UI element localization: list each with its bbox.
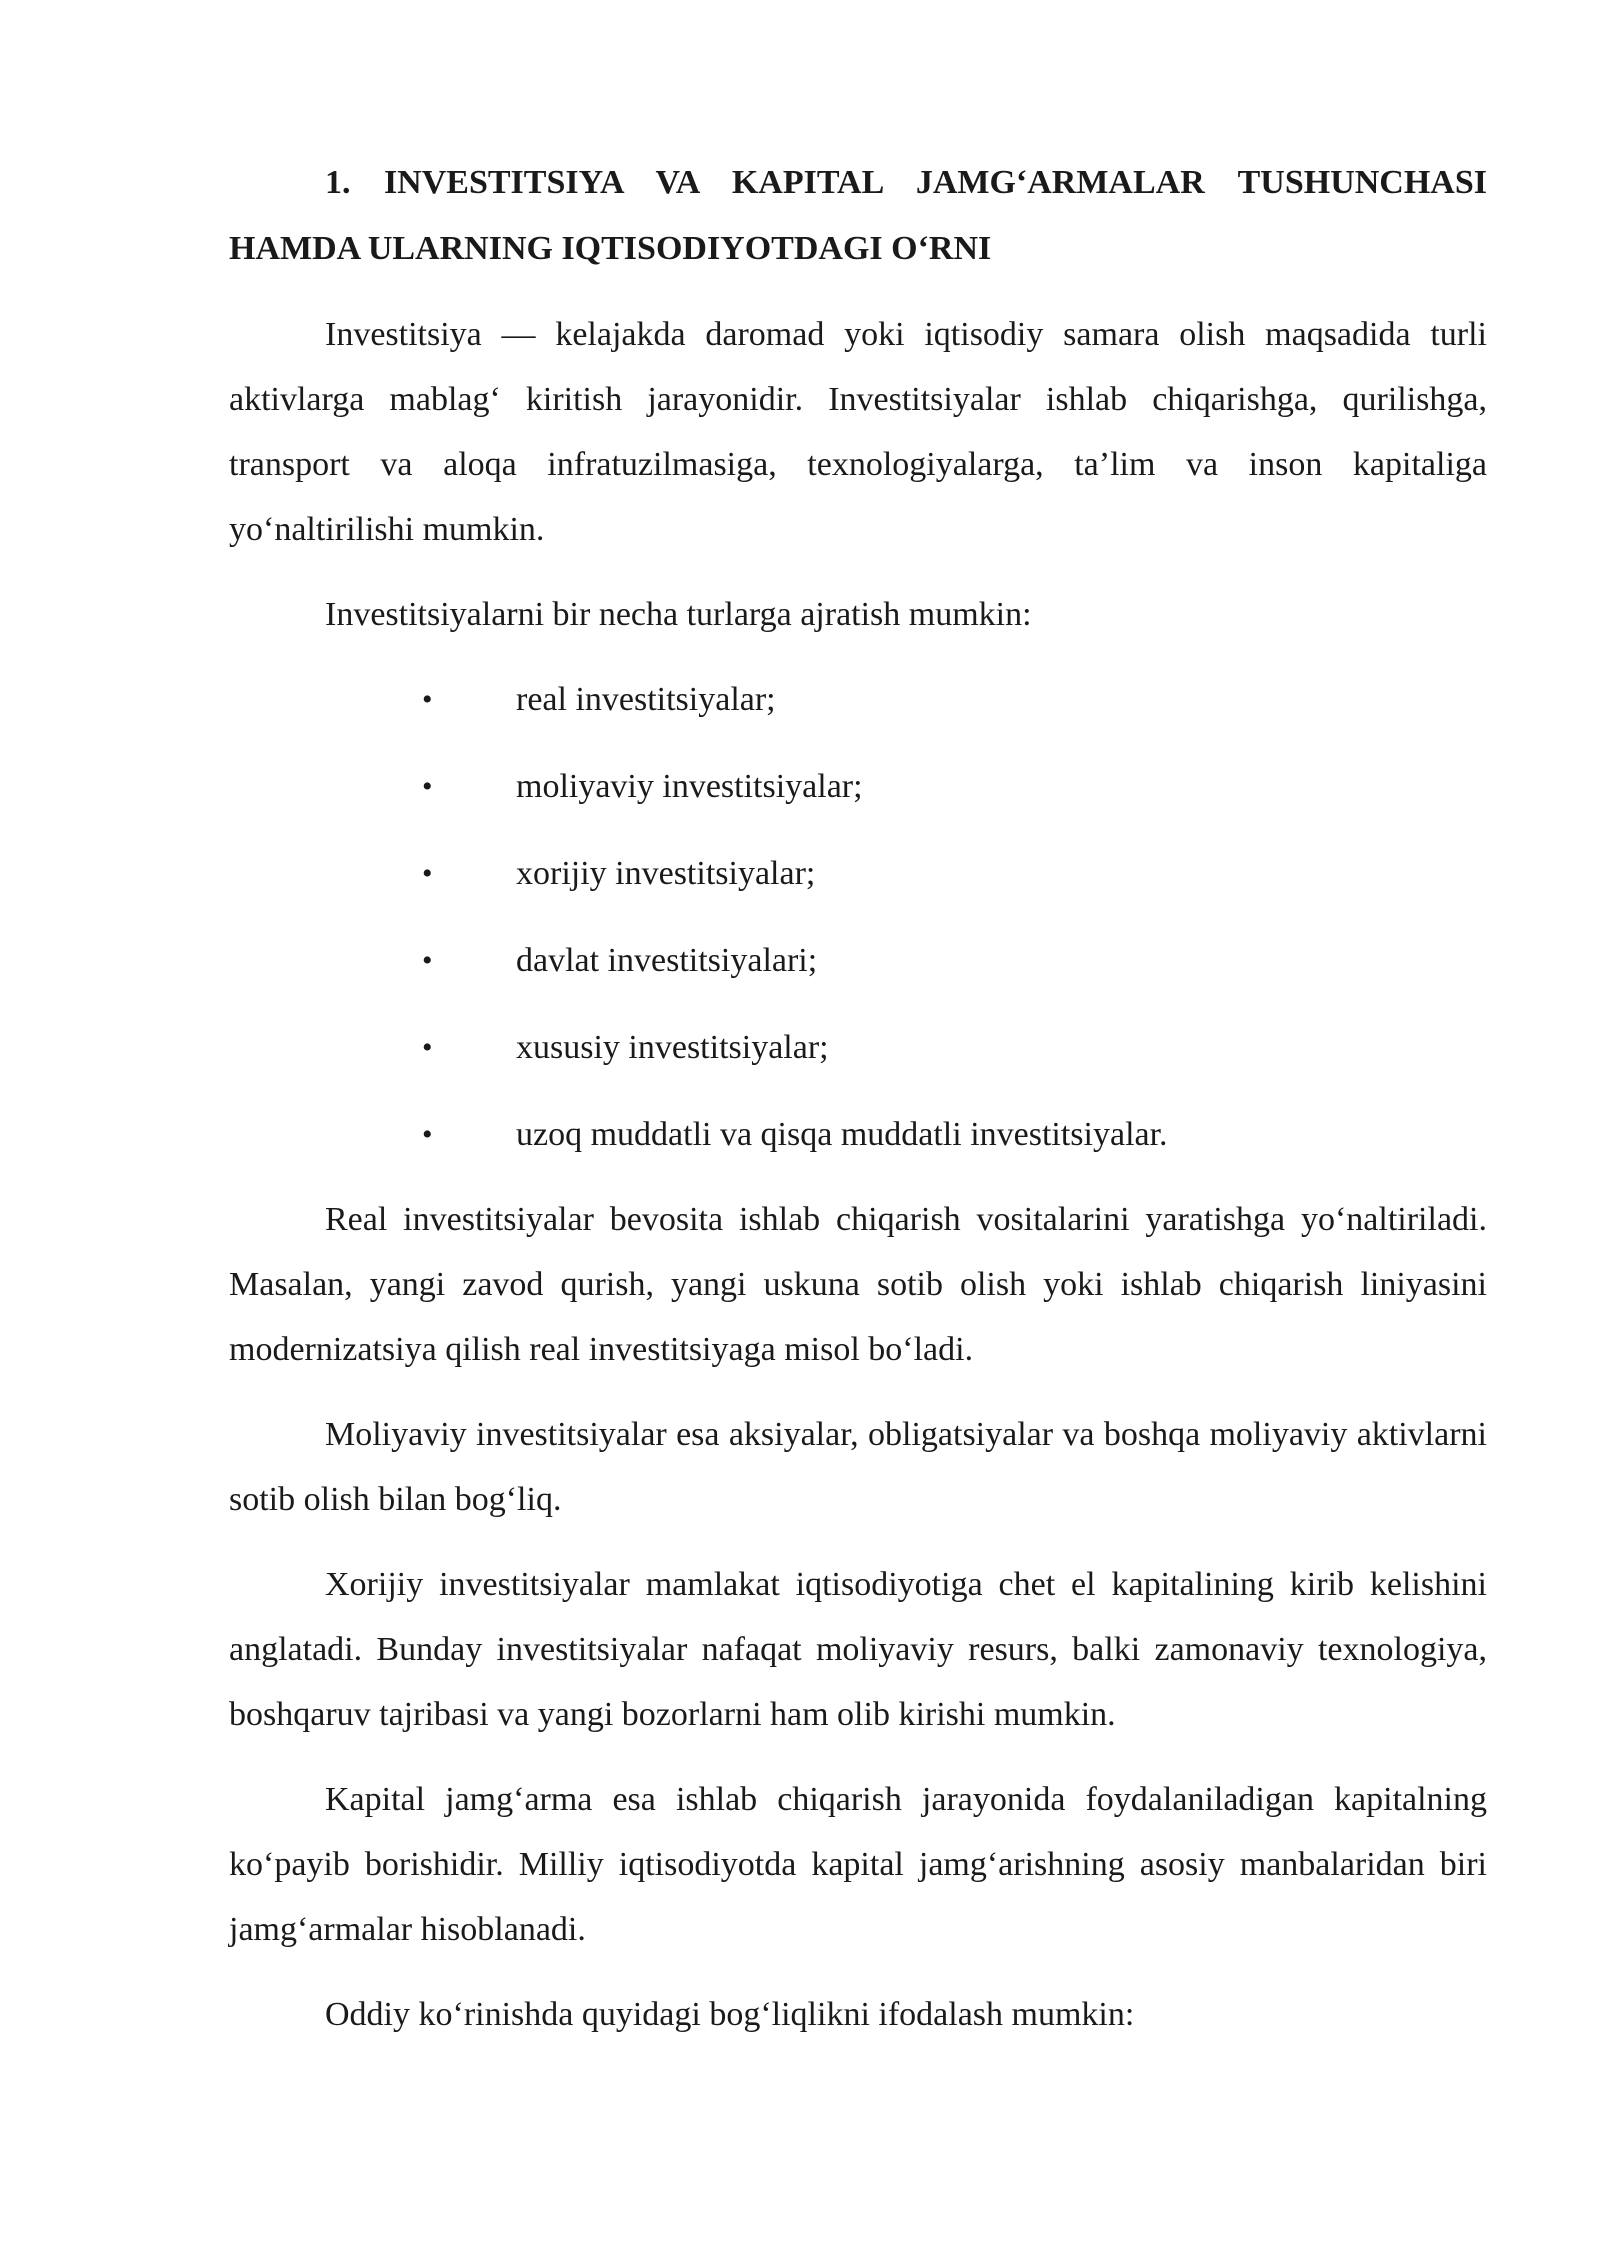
bullet-icon: • <box>422 944 433 977</box>
bullet-icon: • <box>422 770 433 803</box>
list-item <box>229 841 1487 906</box>
list-item <box>229 1015 1487 1080</box>
list-item-text: moliyaviy investitsiyalar; <box>516 768 863 805</box>
paragraph: Moliyaviy investitsiyalar esa aksiyalar, obligatsiyalar va boshqa moliyaviy aktivlarni sotib olish bilan bog‘liq. <box>229 1416 1487 1518</box>
section-heading: 1. INVESTITSIYA VA KAPITAL JAMG‘ARMALAR TUSHUNCHASI HAMDA ULARNING IQTISODIYOTDAGI O‘RNI <box>229 164 1487 267</box>
list-item <box>229 1102 1487 1167</box>
list-item-text: uzoq muddatli va qisqa muddatli investitsiyalar. <box>516 1116 1168 1153</box>
list-item <box>229 754 1487 819</box>
paragraph: Real investitsiyalar bevosita ishlab chiqarish vositalarini yaratishga yo‘naltiriladi. Masalan, yangi zavod qurish, yangi uskuna sotib olish yoki ishlab chiqarish liniyasini modernizatsiya qilish real investitsiyaga misol bo‘ladi. <box>229 1201 1487 1368</box>
bullet-icon: • <box>422 1118 433 1151</box>
list-item-text: davlat investitsiyalari; <box>516 942 818 979</box>
list-item <box>229 928 1487 993</box>
paragraph: Investitsiyalarni bir necha turlarga ajratish mumkin: <box>325 596 1032 633</box>
bullet-icon: • <box>422 1031 433 1064</box>
list-item-text: real investitsiyalar; <box>516 681 776 718</box>
list-item <box>229 667 1487 732</box>
investment-types-list <box>229 667 1487 1167</box>
body-section <box>229 1187 1487 2047</box>
page-content <box>229 150 1487 2047</box>
paragraph: Oddiy ko‘rinishda quyidagi bog‘liqlikni ifodalash mumkin: <box>325 1996 1135 2033</box>
paragraph: Kapital jamg‘arma esa ishlab chiqarish jarayonida foydalaniladigan kapitalning ko‘payib borishidir. Milliy iqtisodiyotda kapital jamg‘arishning asosiy manbalaridan biri jamg‘armalar hisoblanadi. <box>229 1781 1487 1948</box>
paragraph: Investitsiya — kelajakda daromad yoki iqtisodiy samara olish maqsadida turli aktivlarga mablag‘ kiritish jarayonidir. Investitsiyalar ishlab chiqarishga, qurilishga, transport va aloqa infratuzilmasiga, texnologiyalarga, ta’lim va inson kapitaliga yo‘naltirilishi mumkin. <box>229 316 1487 548</box>
list-item-text: xorijiy investitsiyalar; <box>516 855 816 892</box>
bullet-icon: • <box>422 683 433 716</box>
intro-section <box>229 302 1487 647</box>
list-item-text: xususiy investitsiyalar; <box>516 1029 829 1066</box>
bullet-icon: • <box>422 857 433 890</box>
paragraph: Xorijiy investitsiyalar mamlakat iqtisodiyotiga chet el kapitalining kirib kelishini anglatadi. Bunday investitsiyalar nafaqat moliyaviy resurs, balki zamonaviy texnologiya, boshqaruv tajribasi va yangi bozorlarni ham olib kirishi mumkin. <box>229 1566 1487 1733</box>
